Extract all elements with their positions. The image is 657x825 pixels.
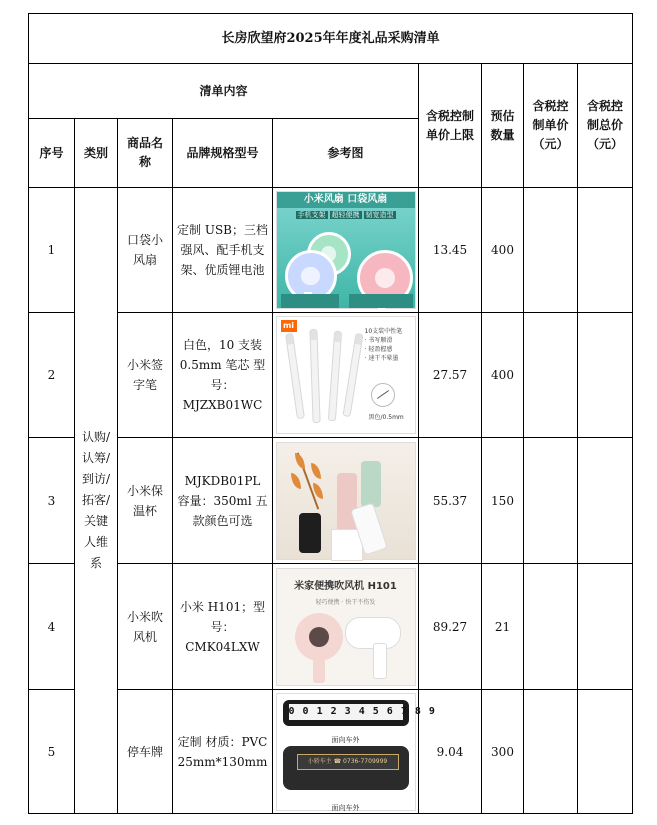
table-row — [29, 564, 633, 690]
cup-icon — [299, 513, 321, 553]
leaf-icon — [295, 453, 305, 469]
header-tax-unit-price: 含税控制单价（元） — [524, 64, 578, 188]
cell-brand-spec: 定制 USB；三档强风、配手机支架、优质锂电池 — [173, 188, 273, 313]
cell-brand-spec: 小米 H101；型号：CMK04LXW — [173, 564, 273, 690]
fan-tag: 超轻便携 — [331, 211, 360, 219]
header-category: 类别 — [75, 119, 118, 188]
cell-tax-unit-limit: 9.04 — [419, 690, 482, 814]
header-tax-unit-limit: 含税控制单价上限 — [419, 64, 482, 188]
table-row — [29, 690, 633, 814]
cell-tax-total-price[interactable] — [578, 313, 633, 438]
header-brand-spec: 品牌规格型号 — [173, 119, 273, 188]
cell-tax-unit-price[interactable] — [524, 438, 578, 564]
header-reference-image: 参考图 — [273, 119, 419, 188]
pedestal — [281, 294, 339, 308]
header-estimated-qty: 预估数量 — [482, 64, 524, 188]
cell-seq: 4 — [29, 564, 75, 690]
cell-seq: 3 — [29, 438, 75, 564]
header-seq: 序号 — [29, 119, 75, 188]
hair-dryer-icon — [295, 613, 343, 661]
parking-sign-image — [276, 693, 436, 812]
pen-icon — [327, 331, 341, 421]
parking-sign-plate: 小轿车主 ☎ 0736-7709999 — [297, 754, 399, 770]
cell-estimated-qty: 400 — [482, 188, 524, 313]
header-product-name: 商品名称 — [118, 119, 173, 188]
fan-tags — [277, 210, 415, 220]
parking-sign-digits: 0 0 1 2 3 4 5 6 7 8 9 — [289, 704, 403, 720]
cell-tax-total-price[interactable] — [578, 188, 633, 313]
cell-seq: 1 — [29, 188, 75, 313]
pen-note-line: · 速干不晕墨 — [364, 355, 399, 362]
cell-tax-unit-limit: 89.27 — [419, 564, 482, 690]
pen-note — [365, 327, 413, 363]
fan-tag: 韧宽造型 — [365, 211, 394, 219]
parking-sign-label: 面向车外 — [331, 803, 360, 812]
pen-note-line: · 轻盈握感 — [364, 346, 393, 353]
cell-brand-spec: MJKDB01PL 容量：350ml 五款颜色可选 — [173, 438, 273, 564]
cell-tax-unit-price[interactable] — [524, 313, 578, 438]
dryer-handle — [313, 655, 325, 683]
parking-sign-label: 面向车外 — [331, 735, 360, 744]
cell-brand-spec: 定制 材质：PVC 25mm*130mm — [173, 690, 273, 814]
pen-note-title: 10支装中性笔 — [364, 328, 403, 335]
cell-estimated-qty: 150 — [482, 438, 524, 564]
cell-tax-unit-limit: 55.37 — [419, 438, 482, 564]
cell-brand-spec: 白色，10 支装 0.5mm 笔芯 型号：MJZXB01WC — [173, 313, 273, 438]
cell-reference-image — [273, 438, 419, 564]
pedestal — [349, 294, 413, 308]
cell-tax-unit-price[interactable] — [524, 188, 578, 313]
cell-product-name: 口袋小风扇 — [118, 188, 173, 313]
gel-pen-image — [276, 316, 416, 434]
pen-icon — [309, 329, 320, 423]
cell-reference-image — [273, 690, 436, 814]
pen-note-line: · 书写顺滑 — [364, 337, 393, 344]
pen-icon — [285, 333, 305, 419]
table-row — [29, 313, 633, 438]
fan-banner-text: 小米风扇 口袋风扇 — [277, 192, 415, 208]
dryer-subtitle: 轻巧便携 · 快干不伤发 — [315, 598, 376, 606]
cell-tax-unit-limit: 27.57 — [419, 313, 482, 438]
cell-tax-total-price[interactable] — [578, 690, 633, 814]
cell-seq: 5 — [29, 690, 75, 814]
header-tax-total-price: 含税控制总价（元） — [578, 64, 633, 188]
page-title: 长房欣望府2025年年度礼品采购清单 — [29, 14, 633, 64]
fan-tag: 手机支架 — [297, 211, 326, 219]
pen-caption: 黑色/0.5mm — [368, 414, 404, 421]
cell-estimated-qty: 21 — [482, 564, 524, 690]
cell-product-name: 小米吹风机 — [118, 564, 173, 690]
mi-logo-icon: mi — [281, 320, 297, 332]
pocket-fan-image — [276, 191, 416, 309]
cell-estimated-qty: 300 — [482, 690, 524, 814]
cell-tax-total-price[interactable] — [578, 438, 633, 564]
cell-estimated-qty: 400 — [482, 313, 524, 438]
cell-seq: 2 — [29, 313, 75, 438]
cell-product-name: 小米保温杯 — [118, 438, 173, 564]
leaf-icon — [311, 463, 321, 479]
table-row — [29, 438, 633, 564]
cell-reference-image — [273, 564, 419, 690]
cup-icon — [337, 473, 357, 533]
pen-icon — [342, 333, 363, 417]
cell-tax-total-price[interactable] — [578, 564, 633, 690]
dryer-handle — [373, 643, 387, 679]
header-list-content: 清单内容 — [29, 64, 419, 119]
cell-reference-image — [273, 188, 419, 313]
table-row — [29, 188, 633, 313]
cell-reference-image — [273, 313, 419, 438]
cell-tax-unit-limit: 13.45 — [419, 188, 482, 313]
cell-category: 认购/认筹/到访/拓客/关键人维系 — [75, 188, 118, 814]
thermos-cup-image — [276, 442, 416, 560]
leaf-icon — [291, 473, 301, 489]
pen-tip-icon — [371, 383, 395, 407]
cell-tax-unit-price[interactable] — [524, 690, 578, 814]
procurement-table — [28, 13, 633, 814]
cell-product-name: 小米签字笔 — [118, 313, 173, 438]
cup-icon — [361, 461, 381, 507]
hair-dryer-image — [276, 568, 416, 686]
dryer-title: 米家便携吹风机 H101 — [294, 580, 397, 592]
cell-product-name: 停车牌 — [118, 690, 173, 814]
cell-tax-unit-price[interactable] — [524, 564, 578, 690]
